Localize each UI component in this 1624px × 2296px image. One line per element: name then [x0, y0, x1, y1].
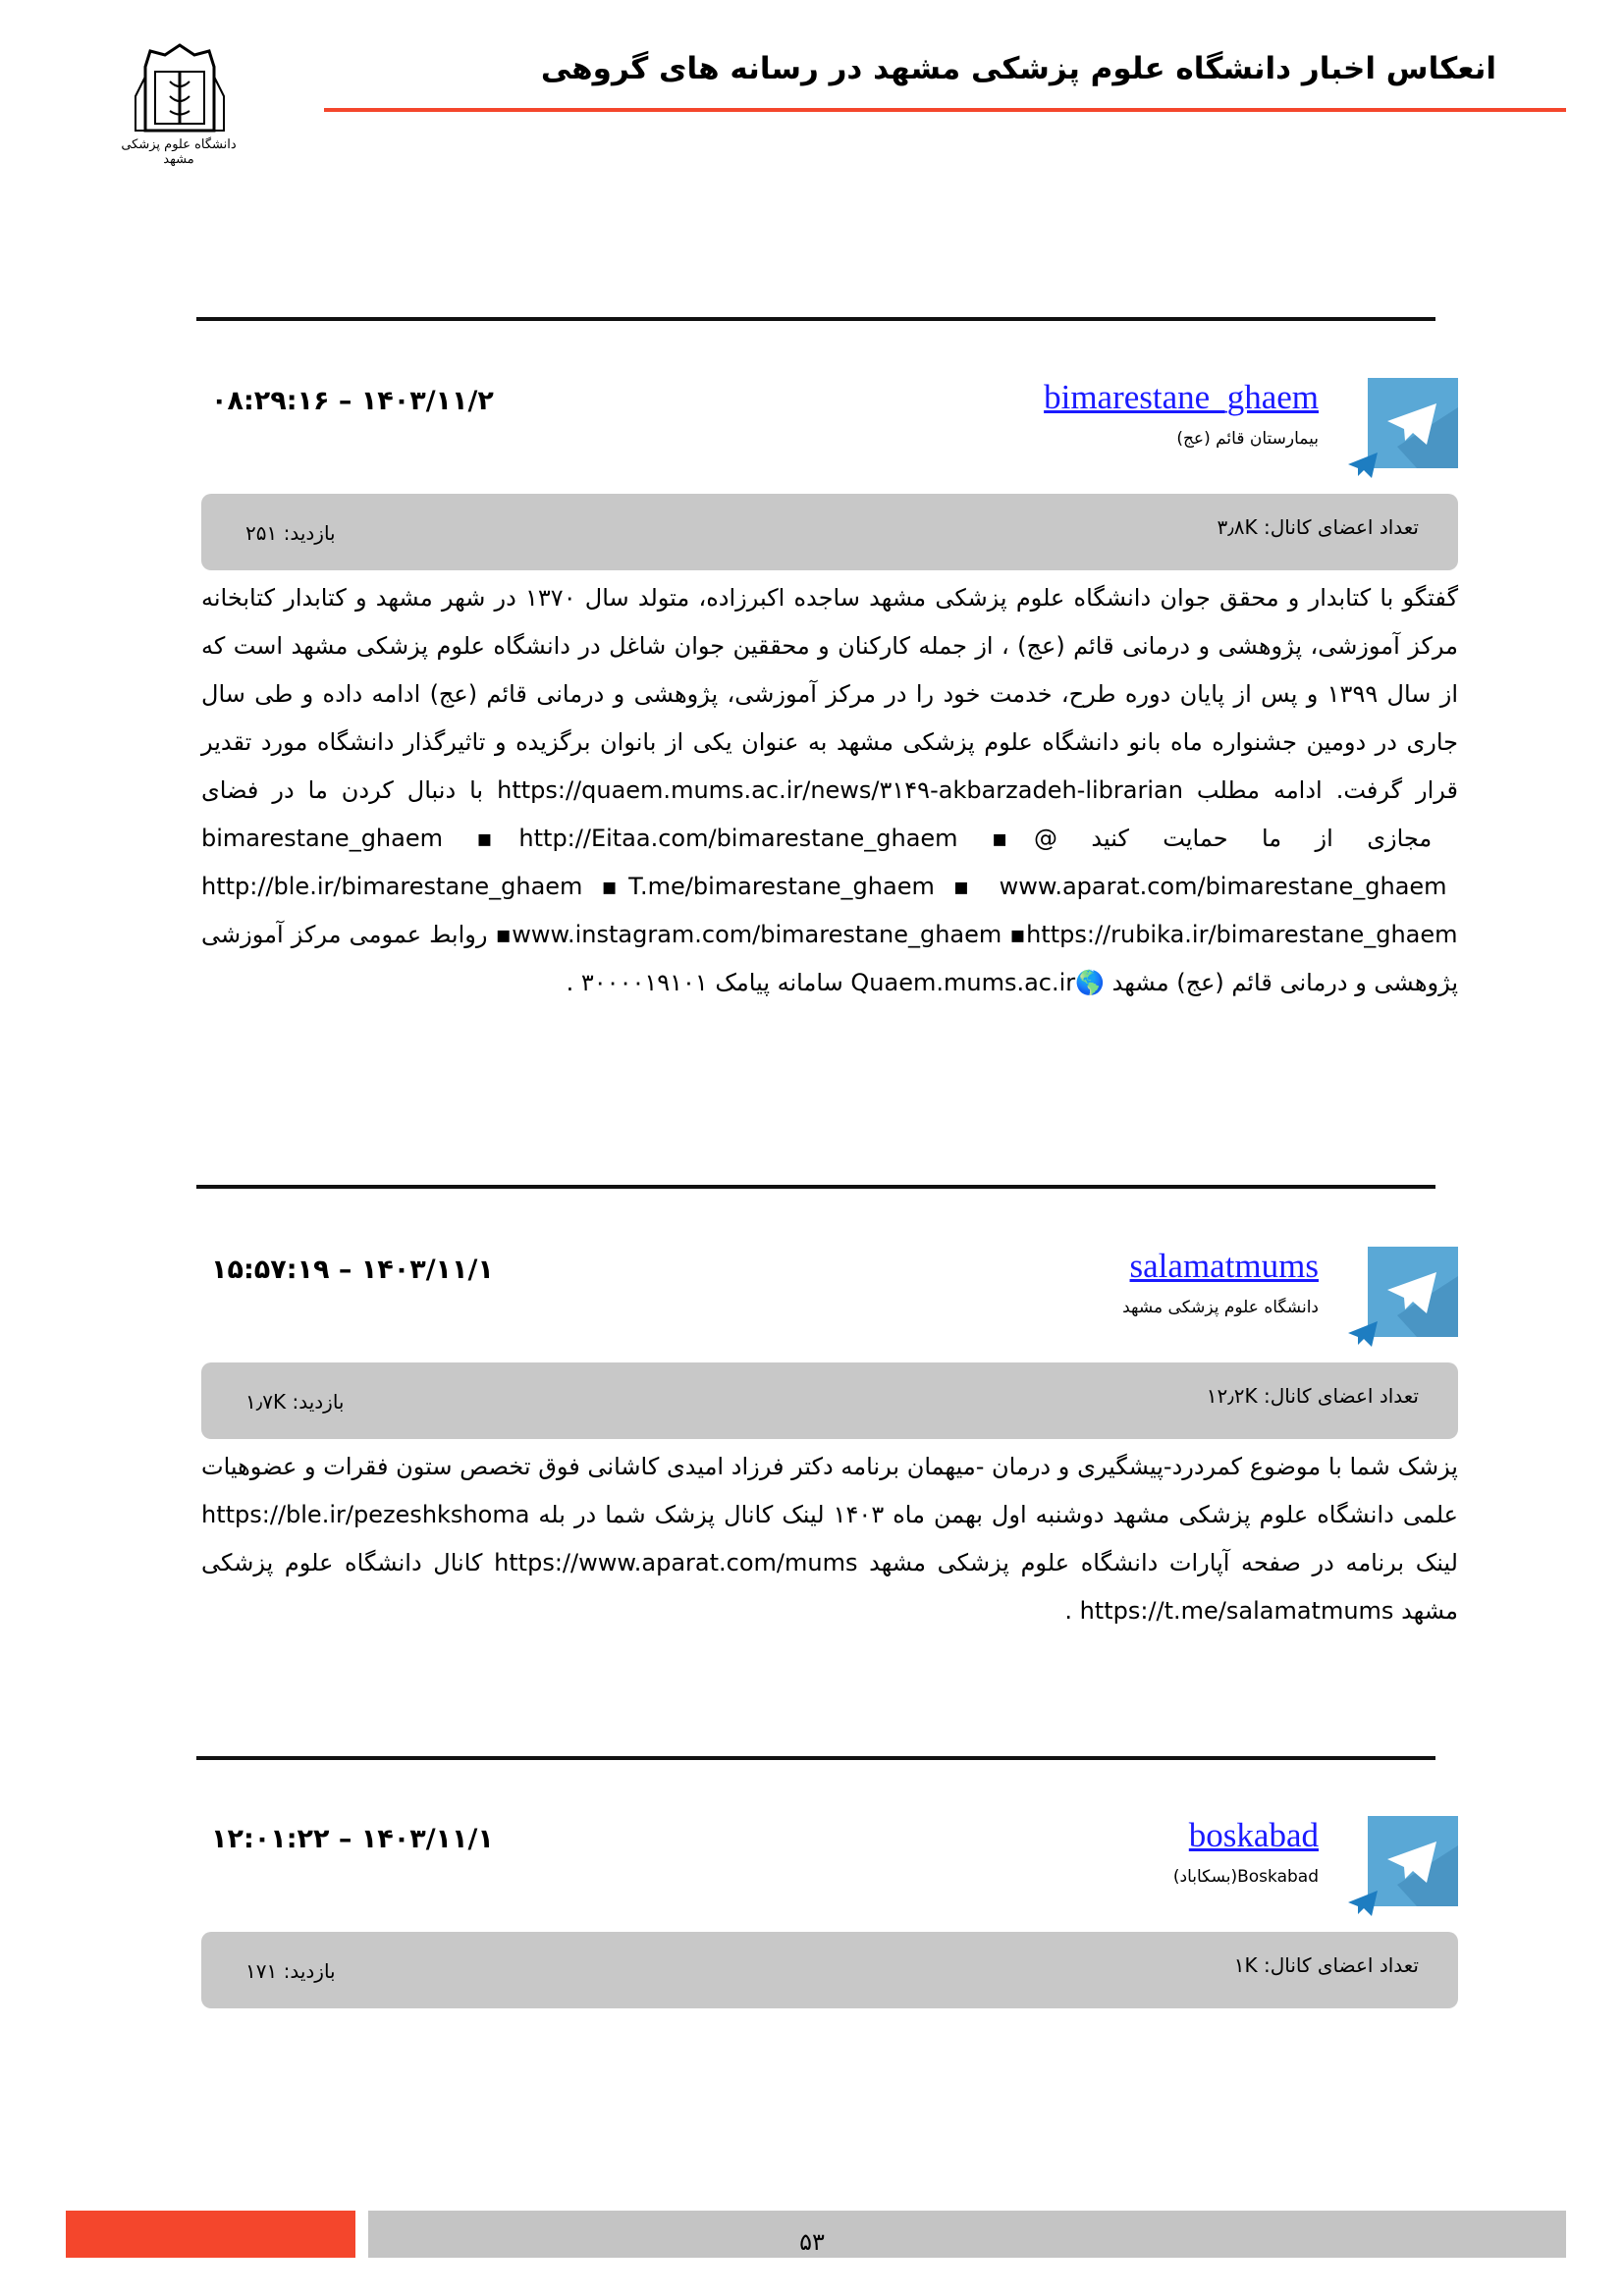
telegram-small-icon	[1346, 451, 1380, 480]
post-views: بازدید: ۱۷۱	[245, 1959, 336, 1983]
post-body: گفتگو با کتابدار و محقق جوان دانشگاه علوم پزشکی مشهد ساجده اکبرزاده، متولد سال ۱۳۷۰ در شهر مشهد و کتابدار کتابخانه مرکز آموزشی، پژوهشی و درمانی قائم (عج) ، از جمله کارکنان و محققین جوان شاغل در دانشگاه علوم پزشکی مشهد است که از سال ۱۳۹۹ و پس از پایان دوره طرح، خدمت خود را در مرکز آموزشی، پژوهشی و درمانی قائم (عج) ادامه داده و طی سال جاری در دومین جشنواره ماه بانو دانشگاه علوم پزشکی مشهد به عنوان یکی از بانوان برگزیده و تاثیرگذار دانشگاه مورد تقدیر قرار گرفت. ادامه مطلب https://quaem.mums.ac.ir/news/۳۱۴۹-akbarzadeh-librarian با دنبال کردن ما در فضای مجازی از ما حمایت کنید @bimarestane_ghaem ▪http://Eitaa.com/bimarestane_ghaem ▪ http://ble.ir/bimarestane_ghaem ▪T.me/bimarestane_ghaem ▪ www.aparat.com/bimarestane_ghaem ▪www.instagram.com/bimarestane_ghaem ▪https://rubika.ir/bimarestane_ghaem روابط عمومی مرکز آموزشی پژوهشی و درمانی قائم (عج) مشهد 🌎Quaem.mums.ac.ir سامانه پیامک ۳۰۰۰۰۱۹۱۰۱ .	[201, 584, 1458, 996]
channel-link[interactable]: bimarestane_ghaem	[1044, 378, 1319, 416]
post-body: پزشک شما با موضوع کمردرد-پیشگیری و درمان -میهمان برنامه دکتر فرزاد امیدی کاشانی فوق تخصص ستون فقرات و عضوهیات علمی دانشگاه علوم پزشکی مشهد دوشنبه اول بهمن ماه ۱۴۰۳ لینک کانال پزشک شما در بله https://ble.ir/pezeshkshoma لینک برنامه در صفحه آپارات دانشگاه علوم پزشکی مشهد https://www.aparat.com/mums کانال دانشگاه علوم پزشکی مشهد https://t.me/salamatmums .	[201, 1453, 1458, 1625]
page-title: انعکاس اخبار دانشگاه علوم پزشکی مشهد در رسانه های گروهی	[540, 51, 1496, 86]
post-divider	[196, 317, 1435, 321]
post-card	[201, 1816, 1458, 2012]
post-card	[201, 1247, 1458, 1659]
telegram-small-icon	[1346, 1319, 1380, 1349]
telegram-icon	[1368, 1247, 1458, 1337]
logo-caption: دانشگاه علوم پزشکی مشهد	[121, 137, 237, 167]
stats-bar	[201, 494, 1458, 570]
post-timestamp: ۰۸:۲۹:۱۶ – ۱۴۰۳/۱۱/۲	[211, 386, 494, 416]
post-card	[201, 378, 1458, 1065]
channel-members: تعداد اعضای کانال: ۱K	[1233, 1953, 1419, 1977]
post-divider	[196, 1185, 1435, 1189]
post-timestamp: ۱۲:۰۱:۲۲ – ۱۴۰۳/۱۱/۱	[211, 1824, 494, 1854]
channel-link[interactable]: boskabad	[1188, 1816, 1319, 1854]
post-views: بازدید: ۱٫۷K	[245, 1390, 345, 1414]
telegram-icon	[1368, 1816, 1458, 1906]
post-timestamp: ۱۵:۵۷:۱۹ – ۱۴۰۳/۱۱/۱	[211, 1255, 494, 1285]
channel-members: تعداد اعضای کانال: ۳٫۸K	[1217, 515, 1419, 539]
channel-subtitle: دانشگاه علوم پزشکی مشهد	[1122, 1298, 1319, 1317]
stats-bar	[201, 1362, 1458, 1439]
telegram-small-icon	[1346, 1889, 1380, 1918]
channel-subtitle: بیمارستان قائم (عج)	[1176, 429, 1319, 449]
channel-link[interactable]: salamatmums	[1129, 1247, 1319, 1285]
channel-members: تعداد اعضای کانال: ۱۲٫۲K	[1206, 1384, 1419, 1408]
post-divider	[196, 1756, 1435, 1760]
page-number: ۵۳	[799, 2228, 825, 2256]
stats-bar	[201, 1932, 1458, 2008]
telegram-icon	[1368, 378, 1458, 468]
post-views: بازدید: ۲۵۱	[245, 521, 336, 545]
channel-subtitle: Boskabad(بسکاباد)	[1172, 1867, 1319, 1887]
header-divider	[324, 108, 1566, 112]
